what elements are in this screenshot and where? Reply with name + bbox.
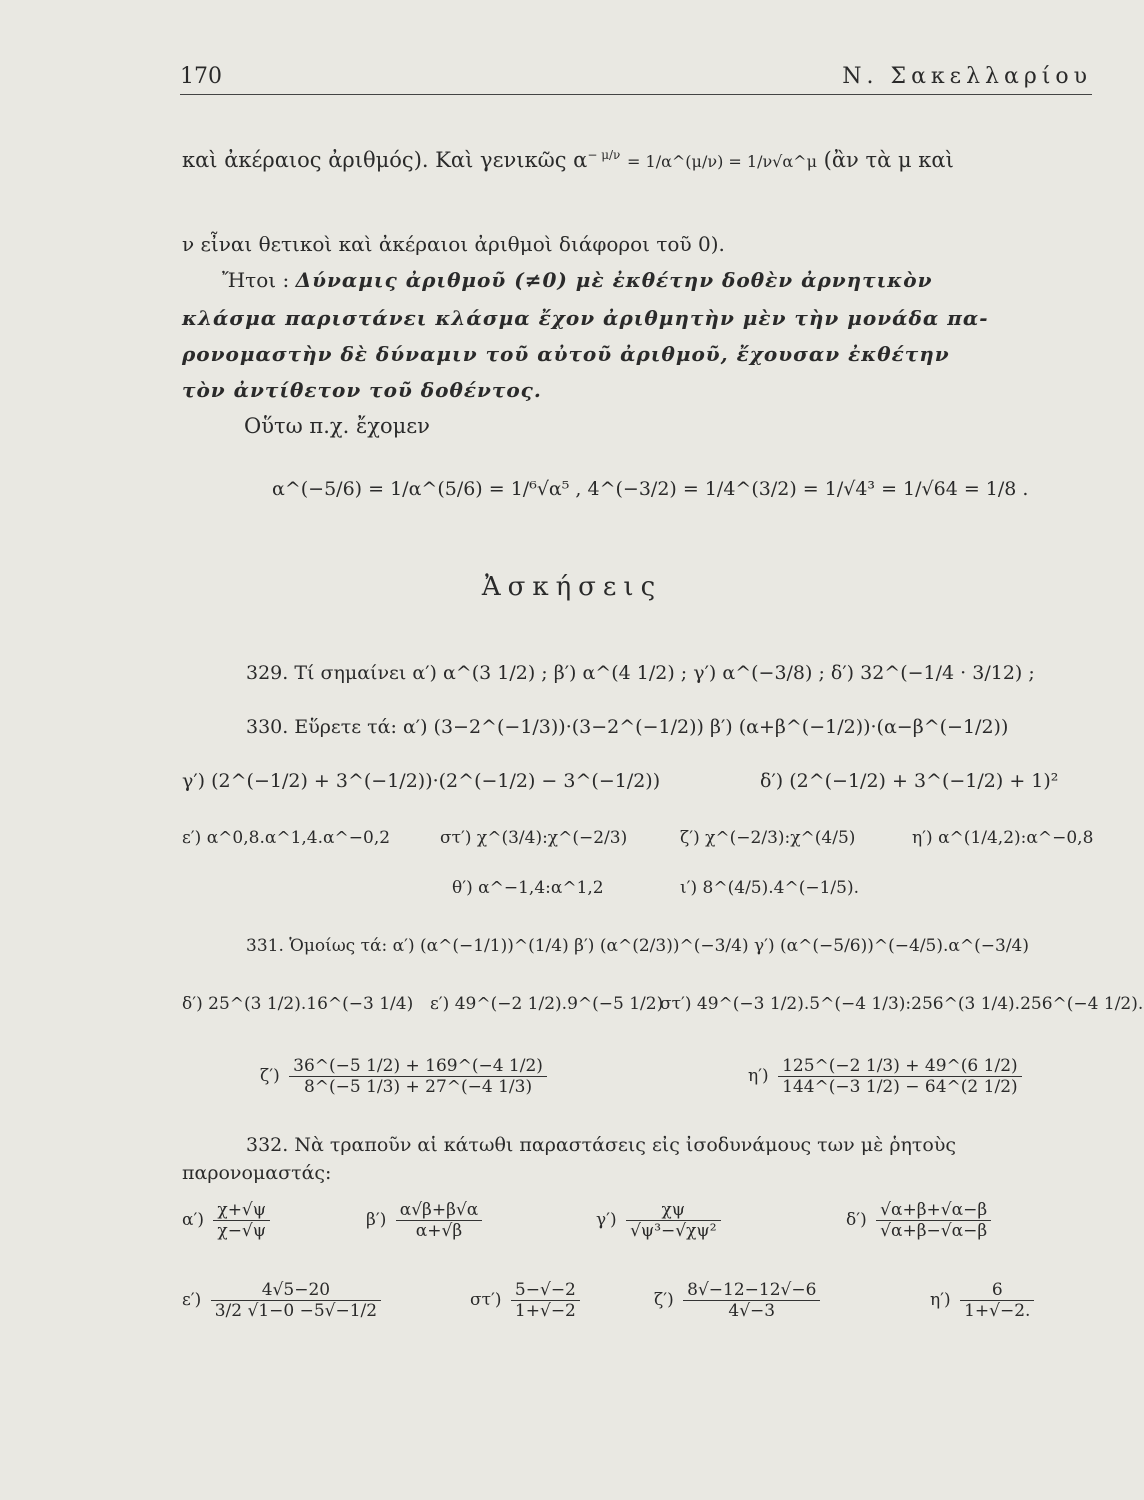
exercise-332-d xyxy=(846,1200,995,1241)
exercise-329: 329. Τί σημαίνει α′) α^(3 1/2) ; β′) α^(4 1/2) ; γ′) α^(−3/8) ; δ′) 32^(−1/4 · 3/12) ; xyxy=(246,662,1035,684)
label: γ′) xyxy=(596,1210,617,1230)
label-331-z: ζ′) xyxy=(260,1066,280,1086)
theorem-line-5: ρονομαστὴν δὲ δύναμιν τοῦ αὐτοῦ ἀριθμοῦ, ἔχουσαν ἐκθέτην xyxy=(182,342,950,366)
exercise-330-st: στ′) χ^(3/4):χ^(−2/3) xyxy=(440,828,628,848)
theorem-line-6: τὸν ἀντίθετον τοῦ δοθέντος. xyxy=(182,378,542,402)
label: ζ′) xyxy=(654,1290,674,1310)
denominator: √ψ³−√χψ² xyxy=(630,1221,717,1241)
page-header xyxy=(180,62,1092,95)
fraction xyxy=(960,1280,1034,1321)
exercise-330-h: η′) α^(1/4,2):α^−0,8 xyxy=(912,828,1094,848)
running-author: Ν. Σακελλαρίου xyxy=(842,64,1092,89)
fraction xyxy=(213,1200,270,1241)
fraction xyxy=(511,1280,580,1321)
label-331-h: η′) xyxy=(748,1066,769,1086)
fraction-331-h xyxy=(778,1056,1022,1097)
text-line-3 xyxy=(222,268,933,292)
fraction-331-z xyxy=(289,1056,547,1097)
numerator: 36^(−5 1/2) + 169^(−4 1/2) xyxy=(289,1056,547,1077)
exercise-331: 331. Ὁμοίως τά: α′) (α^(−1/1))^(1/4) β′) (α^(2/3))^(−3/4) γ′) (α^(−5/6))^(−4/5).α^(−3/4) xyxy=(246,936,1029,956)
exercise-332-h xyxy=(930,1280,1038,1321)
line3-start: Ἤτοι : xyxy=(222,268,290,292)
page-number: 170 xyxy=(180,64,222,89)
text-line-7: Οὕτω π.χ. ἔχομεν xyxy=(244,414,430,438)
fraction xyxy=(626,1200,721,1241)
label: στ′) xyxy=(470,1290,502,1310)
fraction xyxy=(211,1280,381,1321)
numerator: √α+β+√α−β xyxy=(876,1200,991,1221)
exercise-331-h xyxy=(748,1056,1026,1097)
label: α′) xyxy=(182,1210,204,1230)
exercise-332-b xyxy=(366,1200,486,1241)
denominator: √α+β−√α−β xyxy=(880,1221,988,1241)
label: β′) xyxy=(366,1210,387,1230)
exercise-331-z xyxy=(260,1056,551,1097)
exercise-331-e: ε′) 49^(−2 1/2).9^(−5 1/2) xyxy=(430,994,664,1014)
denominator: 144^(−3 1/2) − 64^(2 1/2) xyxy=(782,1077,1018,1097)
label: η′) xyxy=(930,1290,951,1310)
numerator: α√β+β√α xyxy=(396,1200,483,1221)
denominator: 3/2 √1−0 −5√−1/2 xyxy=(214,1301,378,1321)
line1-text: καὶ ἀκέραιος ἀριθμός). Καὶ γενικῶς α xyxy=(182,148,588,172)
exercise-330-d: δ′) (2^(−1/2) + 3^(−1/2) + 1)² xyxy=(760,770,1059,792)
numerator: 5−√−2 xyxy=(511,1280,580,1301)
denominator: χ−√ψ xyxy=(217,1221,267,1241)
line1-exponent: − μ/ν xyxy=(587,148,621,162)
theorem-line-4: κλάσμα παριστάνει κλάσμα ἔχον ἀριθμητὴν μὲν τὴν μονάδα πα- xyxy=(182,306,989,330)
line1-tail: (ἂν τὰ μ καὶ xyxy=(823,148,954,172)
label: ε′) xyxy=(182,1290,202,1310)
denominator: 1+√−2 xyxy=(514,1301,576,1321)
exercise-332-st xyxy=(470,1280,584,1321)
exercise-332-e xyxy=(182,1280,385,1321)
numerator: χ+√ψ xyxy=(213,1200,270,1221)
line1-equation: = 1/α^(μ/ν) = 1/ν√α^μ xyxy=(627,152,817,171)
numerator: 6 xyxy=(960,1280,1034,1301)
numerator: 125^(−2 1/3) + 49^(6 1/2) xyxy=(778,1056,1022,1077)
theorem-line-3: Δύναμις ἀριθμοῦ (≠0) μὲ ἐκθέτην δοθὲν ἀρνητικὸν xyxy=(295,268,933,292)
exercise-330-i: ι′) 8^(4/5).4^(−1/5). xyxy=(680,878,859,898)
exercise-330-e: ε′) α^0,8.α^1,4.α^−0,2 xyxy=(182,828,391,848)
fraction xyxy=(876,1200,991,1241)
exercise-332-z xyxy=(654,1280,824,1321)
exercise-330: 330. Εὕρετε τά: α′) (3−2^(−1/3))·(3−2^(−1/2)) β′) (α+β^(−1/2))·(α−β^(−1/2)) xyxy=(246,716,1009,738)
numerator: 4√5−20 xyxy=(211,1280,381,1301)
exercise-331-d: δ′) 25^(3 1/2).16^(−3 1/4) xyxy=(182,994,414,1014)
exercise-332-a xyxy=(182,1200,274,1241)
text-line-2: ν εἶναι θετικοὶ καὶ ἀκέραιοι ἀριθμοὶ διάφοροι τοῦ 0). xyxy=(182,232,725,256)
denominator: 4√−3 xyxy=(728,1301,776,1321)
label: δ′) xyxy=(846,1210,867,1230)
numerator: χψ xyxy=(626,1200,721,1221)
exercise-330-z: ζ′) χ^(−2/3):χ^(4/5) xyxy=(680,828,856,848)
exercise-332: 332. Νὰ τραποῦν αἱ κάτωθι παραστάσεις εἰς ἰσοδυνάμους των μὲ ῥητοὺς xyxy=(246,1134,957,1156)
denominator: α+√β xyxy=(415,1221,463,1241)
fraction xyxy=(683,1280,820,1321)
exercise-331-st: στ′) 49^(−3 1/2).5^(−4 1/3):256^(3 1/4).256^(−4 1/2). xyxy=(660,994,1144,1014)
exercise-330-th: θ′) α^−1,4:α^1,2 xyxy=(452,878,604,898)
exercise-330-g: γ′) (2^(−1/2) + 3^(−1/2))·(2^(−1/2) − 3^(−1/2)) xyxy=(182,770,661,792)
exercise-332-g xyxy=(596,1200,725,1241)
denominator: 8^(−5 1/3) + 27^(−4 1/3) xyxy=(303,1077,533,1097)
fraction xyxy=(396,1200,483,1241)
example-formula: α^(−5/6) = 1/α^(5/6) = 1/⁶√α⁵ , 4^(−3/2) = 1/4^(3/2) = 1/√4³ = 1/√64 = 1/8 . xyxy=(272,478,1029,500)
exercise-332-cont: παρονομαστάς: xyxy=(182,1162,332,1184)
section-title: Ἀσκήσεις xyxy=(481,572,663,602)
numerator: 8√−12−12√−6 xyxy=(683,1280,820,1301)
denominator: 1+√−2. xyxy=(964,1301,1031,1321)
text-line-1 xyxy=(182,148,954,172)
